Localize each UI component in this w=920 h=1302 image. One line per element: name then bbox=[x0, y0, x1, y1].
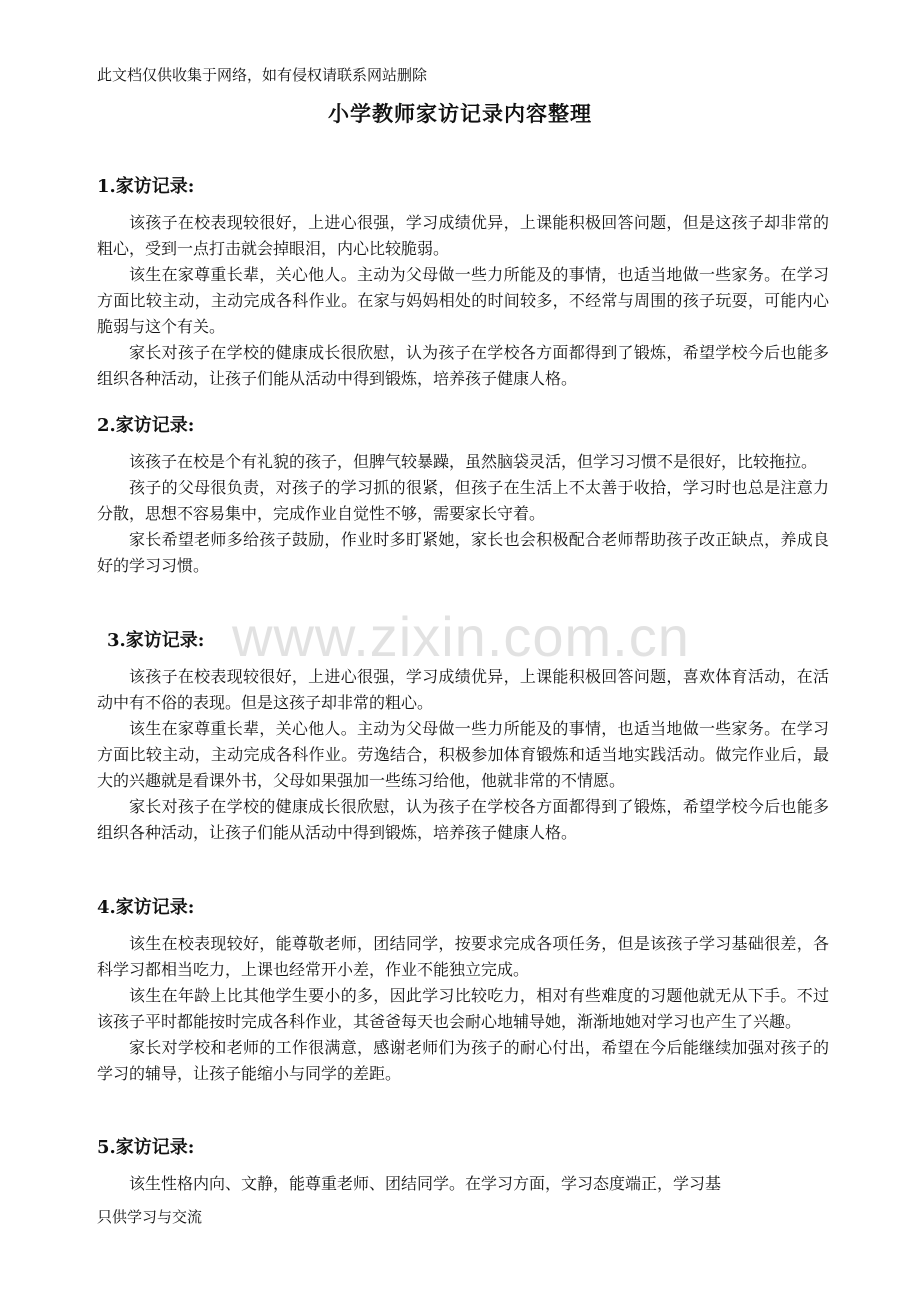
paragraph: 家长希望老师多给孩子鼓励，作业时多盯紧她，家长也会积极配合老师帮助孩子改正缺点，养成良好的学习习惯。 bbox=[97, 530, 829, 575]
section-3 bbox=[97, 628, 829, 846]
section-heading: 3.家访记录: bbox=[107, 630, 205, 651]
paragraph: 该孩子在校表现较很好，上进心很强，学习成绩优异，上课能积极回答问题，喜欢体育活动，在活动中有不俗的表现。但是这孩子却非常的粗心。 bbox=[97, 667, 829, 712]
paragraph: 家长对孩子在学校的健康成长很欣慰，认为孩子在学校各方面都得到了锻炼，希望学校今后也能多组织各种活动，让孩子们能从活动中得到锻炼，培养孩子健康人格。 bbox=[97, 343, 829, 388]
paragraph: 该孩子在校是个有礼貌的孩子，但脾气较暴躁，虽然脑袋灵活，但学习习惯不是很好，比较拖拉。 bbox=[129, 452, 818, 471]
section-heading: 1.家访记录: bbox=[97, 176, 195, 197]
paragraph: 该孩子在校表现较很好，上进心很强，学习成绩优异，上课能积极回答问题，但是这孩子却非常的粗心，受到一点打击就会掉眼泪，内心比较脆弱。 bbox=[97, 213, 829, 258]
footer-note: 只供学习与交流 bbox=[97, 1208, 203, 1226]
paragraph: 该生在年龄上比其他学生要小的多，因此学习比较吃力，相对有些难度的习题他就无从下手。不过该孩子平时都能按时完成各科作业，其爸爸每天也会耐心地辅导她，渐渐地她对学习也产生了兴趣。 bbox=[97, 986, 829, 1031]
paragraph: 该生在校表现较好，能尊敬老师，团结同学，按要求完成各项任务，但是该孩子学习基础很差，各科学习都相当吃力，上课也经常开小差，作业不能独立完成。 bbox=[97, 934, 829, 979]
paragraph: 该生在家尊重长辈，关心他人。主动为父母做一些力所能及的事情，也适当地做一些家务。在学习方面比较主动，主动完成各科作业。在家与妈妈相处的时间较多，不经常与周围的孩子玩耍，可能内心脆弱与这个有关。 bbox=[97, 265, 829, 336]
section-heading: 2.家访记录: bbox=[97, 415, 195, 436]
paragraph: 家长对孩子在学校的健康成长很欣慰，认为孩子在学校各方面都得到了锻炼，希望学校今后也能多组织各种活动，让孩子们能从活动中得到锻炼，培养孩子健康人格。 bbox=[97, 797, 829, 842]
section-heading: 5.家访记录: bbox=[97, 1137, 195, 1158]
section-2 bbox=[97, 413, 829, 579]
section-1 bbox=[97, 174, 829, 392]
section-5 bbox=[97, 1135, 829, 1197]
section-4 bbox=[97, 895, 829, 1087]
paragraph: 孩子的父母很负责，对孩子的学习抓的很紧，但孩子在生活上不太善于收拾，学习时也总是注意力分散，思想不容易集中，完成作业自觉性不够，需要家长守着。 bbox=[97, 478, 829, 523]
paragraph: 该生性格内向、文静，能尊重老师、团结同学。在学习方面，学习态度端正，学习基 bbox=[129, 1174, 722, 1193]
paragraph: 家长对学校和老师的工作很满意，感谢老师们为孩子的耐心付出，希望在今后能继续加强对孩子的学习的辅导，让孩子能缩小与同学的差距。 bbox=[97, 1038, 829, 1083]
page-title: 小学教师家访记录内容整理 bbox=[328, 101, 592, 126]
watermark-text: www.zixin.com.cn bbox=[232, 605, 690, 668]
section-heading: 4.家访记录: bbox=[97, 897, 195, 918]
paragraph: 该生在家尊重长辈，关心他人。主动为父母做一些力所能及的事情，也适当地做一些家务。在学习方面比较主动，主动完成各科作业。劳逸结合，积极参加体育锻炼和适当地实践活动。做完作业后，最大的兴趣就是看课外书，父母如果强加一些练习给他，他就非常的不情愿。 bbox=[97, 719, 829, 790]
header-note: 此文档仅供收集于网络，如有侵权请联系网站删除 bbox=[97, 66, 428, 84]
